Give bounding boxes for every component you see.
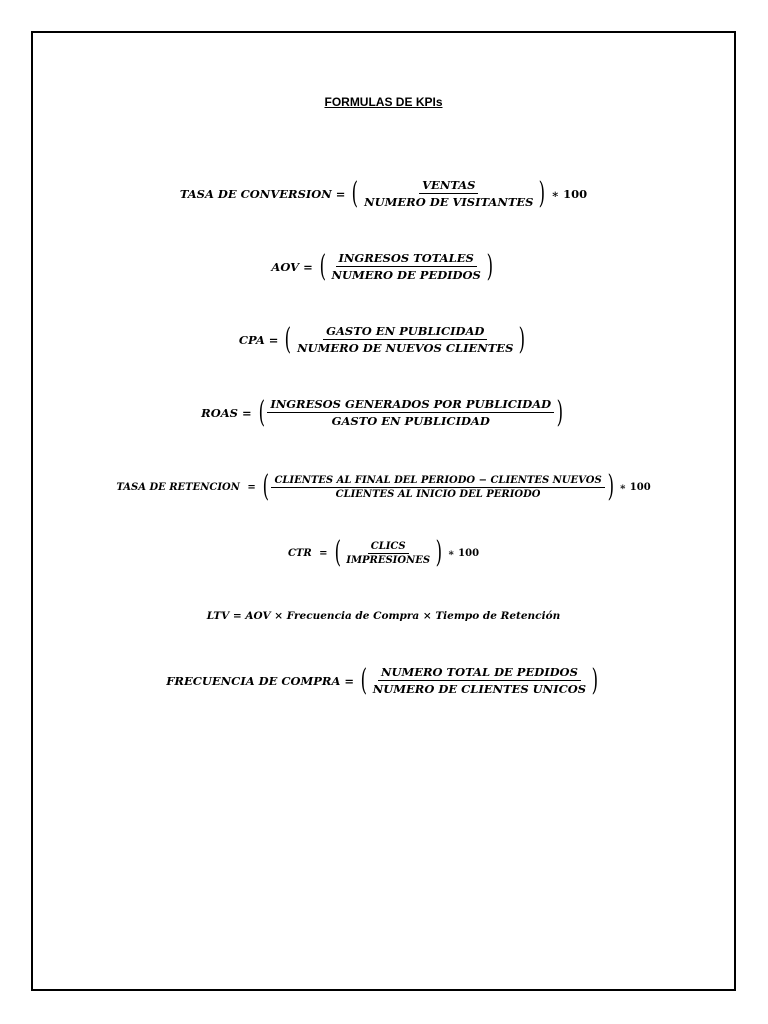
equals-sign: = <box>344 673 355 688</box>
left-paren: ( <box>319 248 326 284</box>
right-paren: ) <box>486 248 493 284</box>
formula-lhs: ROAS <box>201 405 238 420</box>
numerator: GASTO EN PUBLICIDAD <box>323 324 487 340</box>
equals-sign: = <box>241 405 252 420</box>
numerator: CLICS <box>368 541 409 554</box>
right-paren: ) <box>556 394 564 430</box>
denominator: GASTO EN PUBLICIDAD <box>331 414 490 428</box>
formula-roas <box>33 394 734 430</box>
equals-sign: = <box>315 547 328 559</box>
formula-lhs: FRECUENCIA DE COMPRA <box>166 673 341 688</box>
fraction <box>343 541 433 566</box>
left-paren: ( <box>352 175 359 211</box>
formula-conversion-rate <box>33 175 734 211</box>
equals-sign: = <box>268 332 279 347</box>
fraction <box>370 665 589 696</box>
numerator: INGRESOS GENERADOS POR PUBLICIDAD <box>267 397 554 413</box>
denominator: CLIENTES AL INICIO DEL PERIODO <box>335 488 541 500</box>
formula-retention-rate <box>33 469 734 504</box>
formula-aov <box>33 248 734 284</box>
left-paren: ( <box>262 469 269 504</box>
multiplier: ∗ 100 <box>447 547 480 559</box>
numerator: CLIENTES AL FINAL DEL PERIODO − CLIENTES NUEVOS <box>271 475 604 488</box>
right-paren: ) <box>539 175 546 211</box>
multiplier: ∗ 100 <box>551 186 588 201</box>
multiplier: ∗ 100 <box>619 481 651 493</box>
numerator: INGRESOS TOTALES <box>336 251 477 267</box>
left-paren: ( <box>285 321 292 357</box>
left-paren: ( <box>258 394 265 430</box>
formula-lhs: TASA DE CONVERSION <box>179 186 332 201</box>
right-paren: ) <box>607 469 614 504</box>
formula-cpa <box>33 321 734 357</box>
equals-sign: = <box>243 481 256 493</box>
left-paren: ( <box>360 662 368 698</box>
numerator: VENTAS <box>419 178 478 194</box>
page-title: FORMULAS DE KPIs <box>324 95 443 109</box>
right-paren: ) <box>591 662 599 698</box>
document-page <box>31 31 736 991</box>
right-paren: ) <box>519 321 526 357</box>
denominator: NUMERO DE CLIENTES UNICOS <box>372 682 587 696</box>
fraction <box>328 251 483 282</box>
formula-purchase-frequency <box>33 662 734 698</box>
fraction <box>294 324 516 355</box>
denominator: NUMERO DE VISITANTES <box>364 195 534 209</box>
left-paren: ( <box>334 535 341 570</box>
denominator: NUMERO DE PEDIDOS <box>331 268 481 282</box>
equals-sign: = <box>335 186 346 201</box>
fraction <box>361 178 536 209</box>
right-paren: ) <box>435 535 443 570</box>
formula-ctr <box>33 535 734 570</box>
denominator: NUMERO DE NUEVOS CLIENTES <box>297 341 514 355</box>
fraction <box>267 397 554 428</box>
fraction <box>271 475 604 500</box>
numerator: NUMERO TOTAL DE PEDIDOS <box>378 665 581 681</box>
equals-sign: = <box>303 259 313 274</box>
formula-ltv <box>33 610 734 622</box>
formula-lhs: CPA <box>238 332 265 347</box>
formula-lhs: CTR <box>287 547 312 559</box>
formula-lhs: TASA DE RETENCION <box>116 481 240 493</box>
ltv-expression: LTV = AOV × Frecuencia de Compra × Tiempo de Retención <box>206 610 561 622</box>
formula-lhs: AOV <box>271 259 300 274</box>
denominator: IMPRESIONES <box>346 554 431 566</box>
